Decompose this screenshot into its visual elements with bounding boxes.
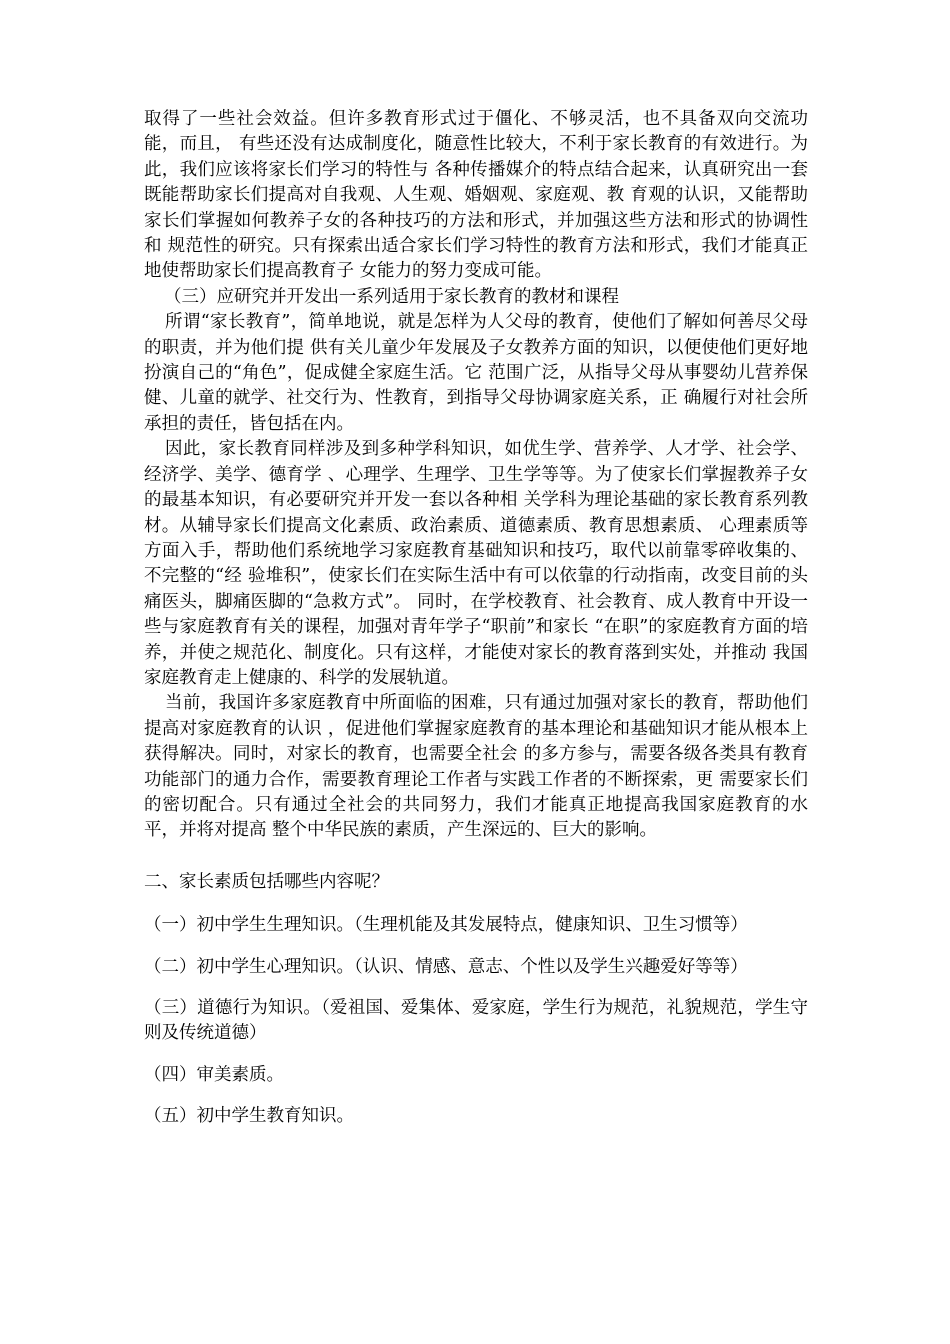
body-paragraph: 因此，家长教育同样涉及到多种学科知识，如优生学、营养学、人才学、社会学、经济学、美学、德育学 、心理学、生理学、卫生学等等。为了使家长们掌握教养子女的最基本知识，有必要研究并开发一套以各种相 关学科为理论基础的家长教育系列教材。从辅导家长们提高文化素质、政治素质、道德素质、教育思想素质、 心理素质等方面入手，帮助他们系统地学习家庭教育基础知识和技巧，取代以前靠零碎收集的、不完整的“经 验堆积”，使家长们在实际生活中有可以依靠的行动指南，改变目前的头痛医头，脚痛医脚的“急救方式”。 同时，在学校教育、社会教育、成人教育中开设一些与家庭教育有关的课程，加强对青年学子“职前”和家长 “在职”的家庭教育方面的培养，并使之规范化、制度化。只有这样，才能使对家长的教育落到实处，并推动 我国家庭教育走上健康的、科学的发展轨道。	[144, 439, 808, 688]
list-item: （一）初中学生生理知识。（生理机能及其发展特点，健康知识、卫生习惯等）	[144, 915, 748, 936]
list-item: （二）初中学生心理知识。（认识、情感、意志、个性以及学生兴趣爱好等等）	[144, 956, 748, 977]
list-item: （三）道德行为知识。（爱祖国、爱集体、爱家庭，学生行为规范，礼貌规范，学生守则及传统道德）	[144, 998, 808, 1044]
section-title: 二、家长素质包括哪些内容呢？	[144, 871, 389, 892]
list-item: （五）初中学生教育知识。	[144, 1106, 354, 1127]
body-paragraph: 当前，我国许多家庭教育中所面临的困难，只有通过加强对家长的教育，帮助他们提高对家庭教育的认识 ，促进他们掌握家庭教育的基本理论和基础知识才能从根本上获得解决。同时，对家长的教育，也需要全社会 的多方参与，需要各级各类具有教育功能部门的通力合作，需要教育理论工作者与实践工作者的不断探索，更 需要家长们的密切配合。只有通过全社会的共同努力，我们才能真正地提高我国家庭教育的水平，并将对提高 整个中华民族的素质，产生深远的、巨大的影响。	[144, 693, 808, 841]
body-paragraph: 所谓“家长教育”，简单地说，就是怎样为人父母的教育，使他们了解如何善尽父母的职责，并为他们提 供有关儿童少年发展及子女教养方面的知识，以便使他们更好地扮演自己的“角色”，促成健全家庭生活。它 范围广泛，从指导父母从事婴幼儿营养保健、儿童的就学、社交行为、性教育，到指导父母协调家庭关系，正 确履行对社会所承担的责任，皆包括在内。	[144, 312, 808, 434]
subsection-heading: （三）应研究并开发出一系列适用于家长教育的教材和课程	[164, 286, 619, 307]
list-item: （四）审美素质。	[144, 1064, 284, 1085]
body-paragraph-continued: 取得了一些社会效益。但许多教育形式过于僵化、不够灵活，也不具备双向交流功能，而且， 有些还没有达成制度化，随意性比较大，不利于家长教育的有效进行。为此，我们应该将家长们学习的特性与 各种传播媒介的特点结合起来，认真研究出一套既能帮助家长们提高对自我观、人生观、婚姻观、家庭观、教 育观的认识，又能帮助家长们掌握如何教养子女的各种技巧的方法和形式，并加强这些方法和形式的协调性和 规范性的研究。只有探索出适合家长们学习特性的教育方法和形式，我们才能真正地使帮助家长们提高教育子 女能力的努力变成可能。	[144, 109, 808, 282]
document-page	[144, 107, 808, 1130]
